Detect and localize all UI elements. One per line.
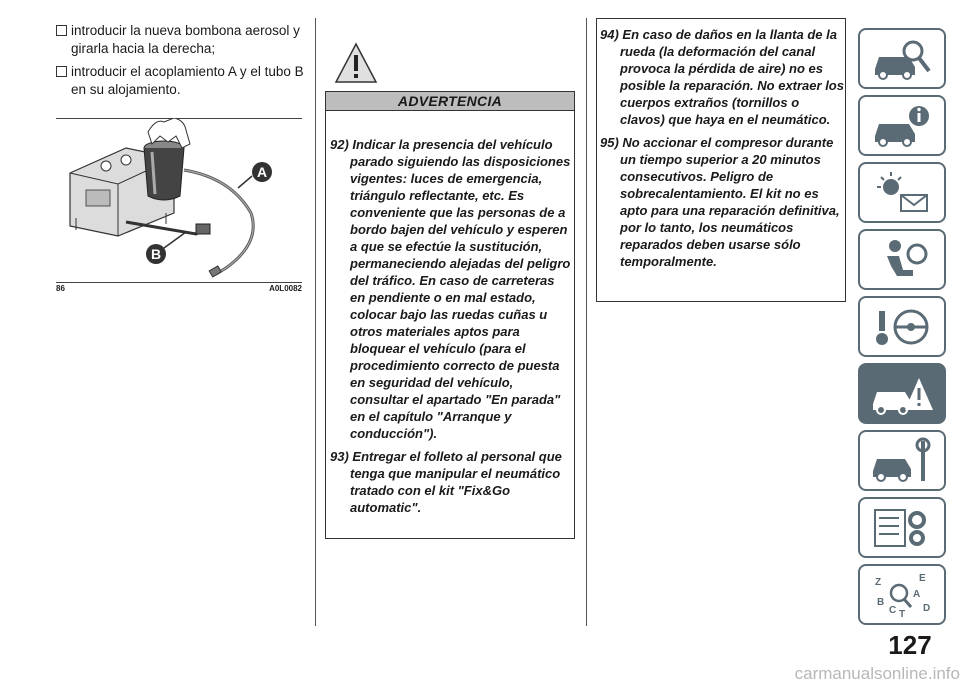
index-letter: A bbox=[913, 588, 921, 600]
checkbox-bullet-icon bbox=[56, 25, 67, 36]
tab-light-message[interactable] bbox=[858, 162, 946, 223]
index-letter: E bbox=[919, 572, 926, 584]
index-letter: C bbox=[889, 604, 897, 616]
car-wrench-icon bbox=[869, 437, 935, 485]
figure-label-a: A bbox=[256, 164, 268, 180]
page-number: 127 bbox=[888, 630, 932, 660]
warning-title: ADVERTENCIA bbox=[325, 91, 575, 111]
car-emergency-icon bbox=[869, 370, 935, 418]
list-item bbox=[56, 22, 306, 57]
airbag-seat-icon bbox=[869, 236, 935, 284]
watermark: carmanualsonline.info bbox=[794, 664, 960, 683]
specs-gear-icon bbox=[869, 504, 935, 552]
instruction-list bbox=[56, 22, 306, 104]
tab-car-emergency[interactable] bbox=[858, 363, 946, 424]
index-search-icon bbox=[869, 571, 935, 619]
warning-note: 94) En caso de daños en la llanta de la rueda (la deformación del canal provoca la pérdida de aire) no es posible la reparación. No extraer los cuerpos extraños (tornillos o clavos) que haya en el neumático. bbox=[600, 27, 844, 127]
index-letter: B bbox=[877, 596, 885, 608]
index-letter: T bbox=[899, 608, 906, 619]
column-divider bbox=[586, 18, 587, 626]
index-letter: D bbox=[923, 602, 931, 614]
warning-note: 92) Indicar la presencia del vehículo parado siguiendo las disposiciones vigentes: luces de emergencia, triángulo reflectante, etc. Es conveniente que las personas de a bordo bajen del vehículo y esperen a que se efectúe la sustitución, permaneciendo alejadas del peligro del tráfico. En caso de carreteras en pendiente o en mal estado, colocar bajo las ruedas cuñas u otros materiales aptos para bloquear el vehículo (para el procedimiento correcto de puesta en seguridad del vehículo, consultar el apartado "En parada" en el capítulo "Arranque y conducción"). bbox=[330, 137, 571, 441]
car-info-icon bbox=[869, 102, 935, 150]
warning-triangle-icon bbox=[334, 42, 378, 84]
figure-caption bbox=[56, 284, 302, 293]
list-item bbox=[56, 63, 306, 98]
warning-notes-col2 bbox=[600, 26, 844, 276]
figure-bottom-rule bbox=[56, 282, 302, 283]
tab-index-search[interactable] bbox=[858, 564, 946, 625]
checkbox-bullet-icon bbox=[56, 66, 67, 77]
tab-car-wrench[interactable] bbox=[858, 430, 946, 491]
tab-airbag-seat[interactable] bbox=[858, 229, 946, 290]
figure-label-b: B bbox=[150, 246, 162, 262]
column-divider bbox=[315, 18, 316, 626]
tab-specs-gear[interactable] bbox=[858, 497, 946, 558]
figure-code: A0L0082 bbox=[269, 284, 302, 293]
steering-wheel-key-icon bbox=[869, 303, 935, 351]
light-message-icon bbox=[869, 169, 935, 217]
compressor-figure bbox=[56, 118, 302, 280]
warning-notes-col1 bbox=[330, 136, 572, 522]
warning-note: 95) No accionar el compresor durante un tiempo superior a 20 minutos consecutivos. Peligro de sobrecalentamiento. El kit no es apto para una reparación definitiva, por lo tanto, los neumáticos reparados deben usarse sólo temporalmente. bbox=[600, 135, 840, 269]
car-search-icon bbox=[869, 35, 935, 83]
tab-steering-wheel-key[interactable] bbox=[858, 296, 946, 357]
tab-car-info[interactable] bbox=[858, 95, 946, 156]
figure-number: 86 bbox=[56, 284, 65, 293]
warning-note: 93) Entregar el folleto al personal que tenga que manipular el neumático tratado con el kit "Fix&Go automatic". bbox=[330, 449, 562, 515]
tab-car-search[interactable] bbox=[858, 28, 946, 89]
list-item-text: introducir el acoplamiento A y el tubo B en su alojamiento. bbox=[71, 64, 304, 97]
index-letter: Z bbox=[875, 576, 882, 588]
list-item-text: introducir la nueva bombona aerosol y girarla hacia la derecha; bbox=[71, 23, 300, 56]
